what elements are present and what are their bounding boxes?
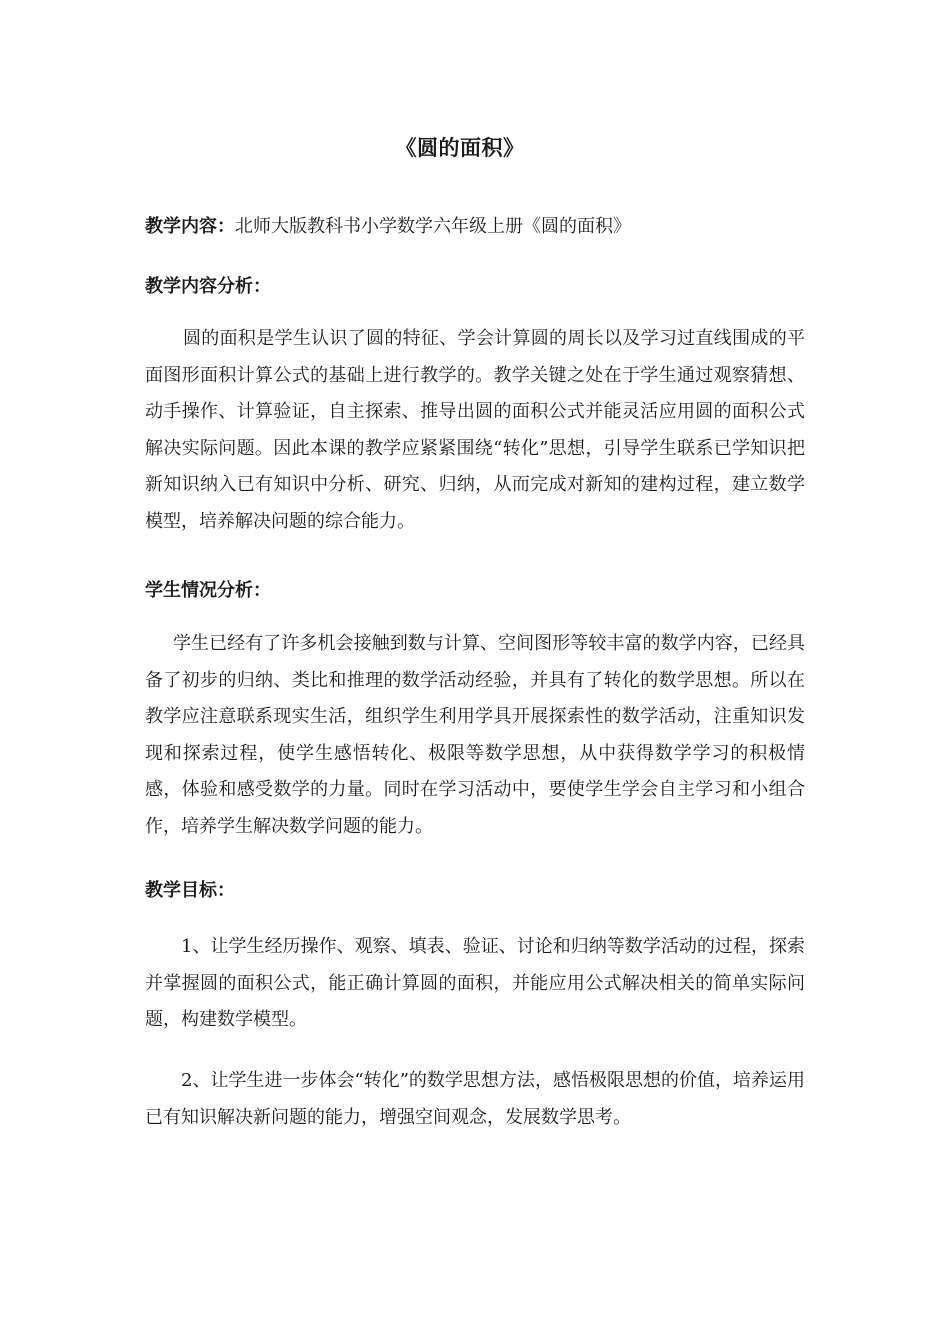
student-analysis-paragraph: 学生已经有了许多机会接触到数与计算、空间图形等较丰富的数学内容，已经具备了初步的归纳、类比和推理的数学活动经验，并具有了转化的数学思想。所以在教学应注意联系现实生活，组织学生利用学具开展探索性的数学活动，注重知识发现和探索过程，使学生感悟转化、极限等数学思想，从中获得数学学习的积极情感，体验和感受数学的力量。同时在学习活动中，要使学生学会自主学习和小组合作，培养学生解决数学问题的能力。 — [145, 633, 805, 837]
teaching-content-value: 北师大版教科书小学数学六年级上册《圆的面积》 — [235, 216, 631, 237]
document-title: 《圆的面积》 — [395, 135, 525, 160]
teaching-goal-item-1: 1、让学生经历操作、观察、填表、验证、讨论和归纳等数学活动的过程，探索并掌握圆的面积公式，能正确计算圆的面积，并能应用公式解决相关的简单实际问题，构建数学模型。 — [145, 936, 805, 1030]
content-analysis-heading: 教学内容分析： — [145, 276, 271, 297]
student-analysis-heading: 学生情况分析： — [145, 580, 271, 601]
teaching-content-label: 教学内容： — [145, 216, 235, 237]
content-analysis-paragraph: 圆的面积是学生认识了圆的特征、学会计算圆的周长以及学习过直线围成的平面图形面积计算公式的基础上进行教学的。教学关键之处在于学生通过观察猜想、动手操作、计算验证，自主探索、推导出圆的面积公式并能灵活应用圆的面积公式解决实际问题。因此本课的教学应紧紧围绕“转化”思想，引导学生联系已学知识把新知识纳入已有知识中分析、研究、归纳，从而完成对新知的建构过程，建立数学模型，培养解决问题的综合能力。 — [145, 328, 805, 532]
teaching-goals-heading: 教学目标： — [145, 880, 235, 901]
teaching-content-line — [145, 212, 805, 238]
teaching-goal-item-2: 2、让学生进一步体会“转化”的数学思想方法，感悟极限思想的价值，培养运用已有知识解决新问题的能力，增强空间观念，发展数学思考。 — [145, 1070, 805, 1128]
